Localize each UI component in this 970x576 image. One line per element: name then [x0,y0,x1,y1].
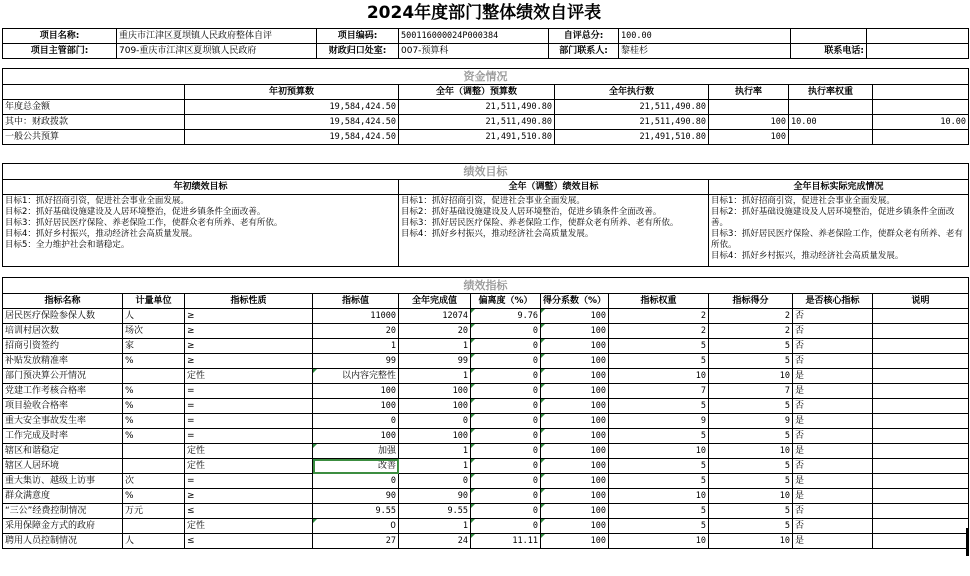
funds-adjusted-cell[interactable]: 21,511,490.80 [399,115,555,130]
funds-row-name[interactable]: 其中：财政拨款 [3,115,185,130]
empty-cell[interactable] [791,29,867,44]
funds-initial-cell[interactable]: 19,584,424.50 [185,130,399,145]
funds-col-weight: 执行率权重 [789,85,873,100]
indicators-table [2,277,969,549]
indicator-unit-cell[interactable]: % [123,429,185,444]
indicators-col-nature: 指标性质 [185,294,313,309]
indicator-nature-cell[interactable]: ≥ [185,309,313,324]
indicators-col-note: 说明 [873,294,969,309]
indicator-coef-cell[interactable]: 100 [541,429,609,444]
indicator-nature-cell[interactable]: = [185,384,313,399]
indicator-nature-cell[interactable]: 定性 [185,519,313,534]
goals-col-actual: 全年目标实际完成情况 [709,180,969,195]
indicator-core-cell[interactable]: 否 [793,309,873,324]
indicator-target-cell[interactable]: 改善 [313,459,399,474]
self-score-label: 自评总分: [549,29,619,44]
indicator-unit-cell[interactable]: % [123,399,185,414]
indicator-weight-cell[interactable]: 9 [609,414,709,429]
indicator-coef-cell[interactable]: 100 [541,354,609,369]
indicator-target-cell[interactable]: 1 [313,339,399,354]
indicator-name-cell[interactable]: 部门预决算公开情况 [3,369,123,384]
indicator-weight-cell[interactable]: 10 [609,534,709,549]
indicator-note-cell[interactable] [873,429,969,444]
table-row [3,444,969,459]
indicators-col-coef: 得分系数（%） [541,294,609,309]
indicator-target-cell[interactable]: 27 [313,534,399,549]
funds-section-label: 资金情况 [3,69,969,85]
indicator-coef-cell[interactable]: 100 [541,534,609,549]
indicator-actual-cell[interactable]: 20 [399,324,471,339]
indicator-target-cell[interactable]: 0 [313,414,399,429]
indicator-note-cell[interactable] [873,414,969,429]
dept-cell[interactable]: 709-重庆市江津区夏坝镇人民政府 [117,44,317,59]
contact-cell[interactable]: 黎桂杉 [619,44,791,59]
funds-header-blank [3,85,185,100]
indicator-note-cell[interactable] [873,339,969,354]
indicator-dev-cell[interactable]: 9.76 [471,309,541,324]
indicator-actual-cell[interactable]: 1 [399,369,471,384]
indicator-core-cell[interactable]: 否 [793,459,873,474]
indicator-actual-cell[interactable]: 100 [399,399,471,414]
page-title: 2024年度部门整体绩效自评表 [366,3,602,23]
funds-adjusted-cell[interactable]: 21,511,490.80 [399,100,555,115]
indicator-nature-cell[interactable]: ≥ [185,339,313,354]
phone-cell[interactable] [867,44,969,59]
indicator-note-cell[interactable] [873,519,969,534]
indicator-actual-cell[interactable]: 99 [399,354,471,369]
indicator-score-cell[interactable]: 5 [709,474,793,489]
goals-section-label: 绩效目标 [3,164,969,180]
indicator-dev-cell[interactable]: 0 [471,504,541,519]
indicator-dev-cell[interactable]: 0 [471,339,541,354]
indicator-weight-cell[interactable]: 5 [609,504,709,519]
indicator-actual-cell[interactable]: 12074 [399,309,471,324]
indicator-note-cell[interactable] [873,504,969,519]
goals-adjusted-text: 目标1：抓好招商引资，促进社会事业全面发展。 目标2：抓好基础设施建设及人居环境整治，促进乡镇条件全面改善。 目标3：抓好居民医疗保险、养老保险工作，使群众老有所养、老有所依。 目标4：抓好乡村振兴，推动经济社会高质量发展。 [401,196,679,239]
indicator-nature-cell[interactable]: = [185,414,313,429]
indicators-section-label: 绩效指标 [3,278,969,294]
indicator-note-cell[interactable] [873,354,969,369]
table-row [3,384,969,399]
indicator-core-cell[interactable]: 是 [793,369,873,384]
indicator-weight-cell[interactable]: 5 [609,474,709,489]
indicator-name-cell[interactable]: 项目验收合格率 [3,399,123,414]
indicator-score-cell[interactable]: 10 [709,489,793,504]
indicator-core-cell[interactable]: 是 [793,489,873,504]
indicator-coef-cell[interactable]: 100 [541,474,609,489]
indicator-core-cell[interactable]: 否 [793,519,873,534]
table-row [3,474,969,489]
indicator-dev-cell[interactable]: 0 [471,384,541,399]
indicator-score-cell[interactable]: 5 [709,339,793,354]
indicator-core-cell[interactable]: 是 [793,534,873,549]
table-row [3,504,969,519]
table-row [3,369,969,384]
indicator-actual-cell[interactable]: 1 [399,459,471,474]
indicators-col-target: 指标值 [313,294,399,309]
indicator-unit-cell[interactable]: 万元 [123,504,185,519]
indicator-actual-cell[interactable]: 1 [399,339,471,354]
indicator-score-cell[interactable]: 7 [709,384,793,399]
indicator-weight-cell[interactable]: 2 [609,309,709,324]
indicator-unit-cell[interactable] [123,369,185,384]
funds-col-adjusted: 全年（调整）预算数 [399,85,555,100]
funds-rate-cell[interactable]: 100 [709,115,789,130]
indicator-actual-cell[interactable]: 0 [399,414,471,429]
indicator-name-cell[interactable]: 补贴发放精准率 [3,354,123,369]
indicators-col-name: 指标名称 [3,294,123,309]
indicator-weight-cell[interactable]: 5 [609,519,709,534]
indicator-actual-cell[interactable]: 0 [399,474,471,489]
indicator-nature-cell[interactable]: ≤ [185,534,313,549]
table-row [3,399,969,414]
funds-score-cell[interactable] [873,100,969,115]
goals-table [2,163,969,267]
indicators-col-actual: 全年完成值 [399,294,471,309]
table-row [3,429,969,444]
indicator-coef-cell[interactable]: 100 [541,369,609,384]
goals-actual-text-cell[interactable] [709,195,969,267]
funds-initial-cell[interactable]: 19,584,424.50 [185,100,399,115]
table-row [3,519,969,534]
indicator-nature-cell[interactable]: = [185,399,313,414]
indicator-actual-cell[interactable]: 9.55 [399,504,471,519]
indicator-note-cell[interactable] [873,384,969,399]
funds-executed-cell[interactable]: 21,491,510.80 [555,130,709,145]
indicator-weight-cell[interactable]: 10 [609,444,709,459]
indicator-name-cell[interactable]: 聘用人员控制情况 [3,534,123,549]
indicator-score-cell[interactable]: 5 [709,354,793,369]
indicator-target-cell[interactable]: 99 [313,354,399,369]
indicator-coef-cell[interactable]: 100 [541,504,609,519]
funds-header-blank [873,85,969,100]
indicator-coef-cell[interactable]: 100 [541,489,609,504]
funds-col-rate: 执行率 [709,85,789,100]
empty-cell[interactable] [867,29,969,44]
funds-col-initial: 年初预算数 [185,85,399,100]
indicator-dev-cell[interactable]: 0 [471,414,541,429]
indicator-nature-cell[interactable]: ≤ [185,504,313,519]
indicator-name-cell[interactable]: 重大集访、越级上访事 [3,474,123,489]
indicator-coef-cell[interactable]: 100 [541,324,609,339]
indicator-core-cell[interactable]: 否 [793,429,873,444]
indicator-unit-cell[interactable]: % [123,354,185,369]
indicator-target-cell[interactable]: 100 [313,429,399,444]
indicator-unit-cell[interactable] [123,444,185,459]
table-row [3,309,969,324]
indicator-dev-cell[interactable]: 0 [471,444,541,459]
indicator-target-cell[interactable]: 加强 [313,444,399,459]
indicator-unit-cell[interactable]: 人 [123,534,185,549]
indicator-core-cell[interactable]: 是 [793,384,873,399]
funds-row-name[interactable]: 一般公共预算 [3,130,185,145]
funds-weight-cell[interactable] [789,100,873,115]
indicator-dev-cell[interactable]: 0 [471,459,541,474]
indicator-target-cell[interactable]: 100 [313,384,399,399]
funds-rate-cell[interactable]: 100 [709,130,789,145]
indicator-core-cell[interactable]: 是 [793,444,873,459]
indicator-target-cell[interactable]: 90 [313,489,399,504]
indicator-dev-cell[interactable]: 0 [471,429,541,444]
indicator-target-cell[interactable]: 11000 [313,309,399,324]
indicator-nature-cell[interactable]: ≥ [185,324,313,339]
indicator-dev-cell[interactable]: 0 [471,489,541,504]
funds-executed-cell[interactable]: 21,511,490.80 [555,115,709,130]
finance-cell[interactable]: 007-预算科 [399,44,549,59]
indicator-note-cell[interactable] [873,489,969,504]
indicator-name-cell[interactable]: “三公”经费控制情况 [3,504,123,519]
indicator-actual-cell[interactable]: 100 [399,384,471,399]
table-row [3,354,969,369]
indicator-coef-cell[interactable]: 100 [541,384,609,399]
indicator-unit-cell[interactable] [123,459,185,474]
indicator-note-cell[interactable] [873,474,969,489]
indicator-dev-cell[interactable]: 11.11 [471,534,541,549]
indicator-coef-cell[interactable]: 100 [541,414,609,429]
indicator-name-cell[interactable]: 群众满意度 [3,489,123,504]
indicator-target-cell[interactable]: 9.55 [313,504,399,519]
indicator-weight-cell[interactable]: 5 [609,399,709,414]
table-row [3,534,969,549]
indicator-target-cell[interactable]: 20 [313,324,399,339]
funds-executed-cell[interactable]: 21,511,490.80 [555,100,709,115]
indicator-name-cell[interactable]: 招商引资签约 [3,339,123,354]
indicator-dev-cell[interactable]: 0 [471,324,541,339]
indicator-note-cell[interactable] [873,534,969,549]
indicator-core-cell[interactable]: 否 [793,399,873,414]
table-row [3,489,969,504]
indicator-nature-cell[interactable]: ≥ [185,354,313,369]
funds-weight-cell[interactable] [789,130,873,145]
indicator-coef-cell[interactable]: 100 [541,444,609,459]
indicator-nature-cell[interactable]: 定性 [185,444,313,459]
indicator-target-cell[interactable]: 100 [313,399,399,414]
indicators-col-unit: 计量单位 [123,294,185,309]
goals-actual-text: 目标1：抓好招商引资，促进社会事业全面发展。 目标2：抓好基础设施建设及人居环境整治，促进乡镇条件全面改善。 目标3：抓好居民医疗保险、养老保险工作，使群众老有所养、老有所依。 目标4：抓好乡村振兴，推动经济社会高质量发展。 [711,196,963,261]
indicator-score-cell[interactable]: 5 [709,459,793,474]
indicator-coef-cell[interactable]: 100 [541,339,609,354]
indicator-note-cell[interactable] [873,324,969,339]
indicator-score-cell[interactable]: 2 [709,324,793,339]
indicator-core-cell[interactable]: 是 [793,414,873,429]
finance-label: 财政归口处室: [317,44,399,59]
indicator-score-cell[interactable]: 10 [709,369,793,384]
indicator-nature-cell[interactable]: = [185,474,313,489]
project-name-cell[interactable]: 重庆市江津区夏坝镇人民政府整体自评 [117,29,317,44]
indicator-core-cell[interactable]: 否 [793,504,873,519]
indicator-note-cell[interactable] [873,369,969,384]
goals-col-adjusted: 全年（调整）绩效目标 [399,180,709,195]
indicator-weight-cell[interactable]: 5 [609,354,709,369]
project-name-label: 项目名称: [3,29,117,44]
indicator-weight-cell[interactable]: 5 [609,429,709,444]
indicator-coef-cell[interactable]: 100 [541,309,609,324]
indicator-core-cell[interactable]: 是 [793,474,873,489]
project-code-label: 项目编码: [317,29,399,44]
cell-cursor-bar [966,528,969,556]
indicator-actual-cell[interactable]: 90 [399,489,471,504]
indicator-name-cell[interactable]: 居民医疗保险参保人数 [3,309,123,324]
funds-score-cell[interactable] [873,130,969,145]
indicator-nature-cell[interactable]: = [185,429,313,444]
phone-label: 联系电话: [791,44,867,59]
indicator-score-cell[interactable]: 5 [709,429,793,444]
indicator-weight-cell[interactable]: 10 [609,489,709,504]
indicator-note-cell[interactable] [873,309,969,324]
indicator-note-cell[interactable] [873,459,969,474]
indicator-weight-cell[interactable]: 10 [609,369,709,384]
indicator-target-cell[interactable]: 以内容完整性 [313,369,399,384]
goals-adjusted-text-cell[interactable] [399,195,709,267]
indicator-weight-cell[interactable]: 5 [609,339,709,354]
indicator-dev-cell[interactable]: 0 [471,369,541,384]
dept-label: 项目主管部门: [3,44,117,59]
indicator-nature-cell[interactable]: ≥ [185,489,313,504]
funds-table [2,68,969,145]
funds-col-executed: 全年执行数 [555,85,709,100]
indicator-unit-cell[interactable]: % [123,414,185,429]
indicator-nature-cell[interactable]: 定性 [185,369,313,384]
indicator-unit-cell[interactable]: 场次 [123,324,185,339]
indicator-name-cell[interactable]: 培训村居次数 [3,324,123,339]
indicator-score-cell[interactable]: 5 [709,399,793,414]
indicator-name-cell[interactable]: 辖区和谐稳定 [3,444,123,459]
indicator-note-cell[interactable] [873,444,969,459]
goals-initial-text: 目标1：抓好招商引资，促进社会事业全面发展。 目标2：抓好基础设施建设及人居环境整治，促进乡镇条件全面改善。 目标3：抓好居民医疗保险、养老保险工作，使群众老有所养、老有所依。 目标4：抓好乡村振兴，推动经济社会高质量发展。 目标5：全力维护社会和谐稳定。 [5,196,283,250]
goals-initial-text-cell[interactable] [3,195,399,267]
indicator-name-cell[interactable]: 工作完成及时率 [3,429,123,444]
indicator-score-cell[interactable]: 5 [709,519,793,534]
indicator-unit-cell[interactable] [123,519,185,534]
indicator-name-cell[interactable]: 采用保障金方式的政府 [3,519,123,534]
indicator-weight-cell[interactable]: 5 [609,459,709,474]
indicator-score-cell[interactable]: 9 [709,414,793,429]
indicator-coef-cell[interactable]: 100 [541,459,609,474]
indicator-name-cell[interactable]: 辖区人居环境 [3,459,123,474]
indicator-name-cell[interactable]: 重大安全事故发生率 [3,414,123,429]
indicator-dev-cell[interactable]: 0 [471,474,541,489]
indicator-dev-cell[interactable]: 0 [471,399,541,414]
table-row [3,339,969,354]
indicator-weight-cell[interactable]: 2 [609,324,709,339]
header-table [2,28,969,59]
indicator-target-cell[interactable]: 0 [313,474,399,489]
indicator-score-cell[interactable]: 10 [709,444,793,459]
indicator-dev-cell[interactable]: 0 [471,354,541,369]
funds-initial-cell[interactable]: 19,584,424.50 [185,115,399,130]
funds-score-cell[interactable]: 10.00 [873,115,969,130]
indicators-col-core: 是否核心指标 [793,294,873,309]
indicator-name-cell[interactable]: 党建工作考核合格率 [3,384,123,399]
indicator-unit-cell[interactable]: 家 [123,339,185,354]
indicator-coef-cell[interactable]: 100 [541,399,609,414]
indicator-unit-cell[interactable]: 次 [123,474,185,489]
indicator-actual-cell[interactable]: 1 [399,444,471,459]
indicator-actual-cell[interactable]: 100 [399,429,471,444]
indicators-col-dev: 偏离度（%） [471,294,541,309]
table-row [3,414,969,429]
indicator-coef-cell[interactable]: 100 [541,519,609,534]
indicator-nature-cell[interactable]: 定性 [185,459,313,474]
indicator-unit-cell[interactable]: % [123,489,185,504]
funds-adjusted-cell[interactable]: 21,491,510.80 [399,130,555,145]
indicator-core-cell[interactable]: 否 [793,354,873,369]
indicator-score-cell[interactable]: 2 [709,309,793,324]
indicator-score-cell[interactable]: 5 [709,504,793,519]
indicator-note-cell[interactable] [873,399,969,414]
contact-label: 部门联系人: [549,44,619,59]
funds-rate-cell[interactable] [709,100,789,115]
table-row [3,324,969,339]
indicator-unit-cell[interactable]: % [123,384,185,399]
indicator-dev-cell[interactable]: 0 [471,519,541,534]
indicator-weight-cell[interactable]: 7 [609,384,709,399]
funds-row-name[interactable]: 年度总金额 [3,100,185,115]
funds-weight-cell[interactable]: 10.00 [789,115,873,130]
goals-col-initial: 年初绩效目标 [3,180,399,195]
indicator-target-cell[interactable]: 0 [313,519,399,534]
indicator-score-cell[interactable]: 10 [709,534,793,549]
table-row [3,459,969,474]
indicator-core-cell[interactable]: 否 [793,339,873,354]
self-score-cell[interactable]: 100.00 [619,29,791,44]
indicator-actual-cell[interactable]: 1 [399,519,471,534]
indicator-core-cell[interactable]: 否 [793,324,873,339]
indicator-unit-cell[interactable]: 人 [123,309,185,324]
project-code-cell[interactable]: 500116000024P000384 [399,29,549,44]
indicators-col-score: 指标得分 [709,294,793,309]
indicators-col-weight: 指标权重 [609,294,709,309]
indicator-actual-cell[interactable]: 24 [399,534,471,549]
